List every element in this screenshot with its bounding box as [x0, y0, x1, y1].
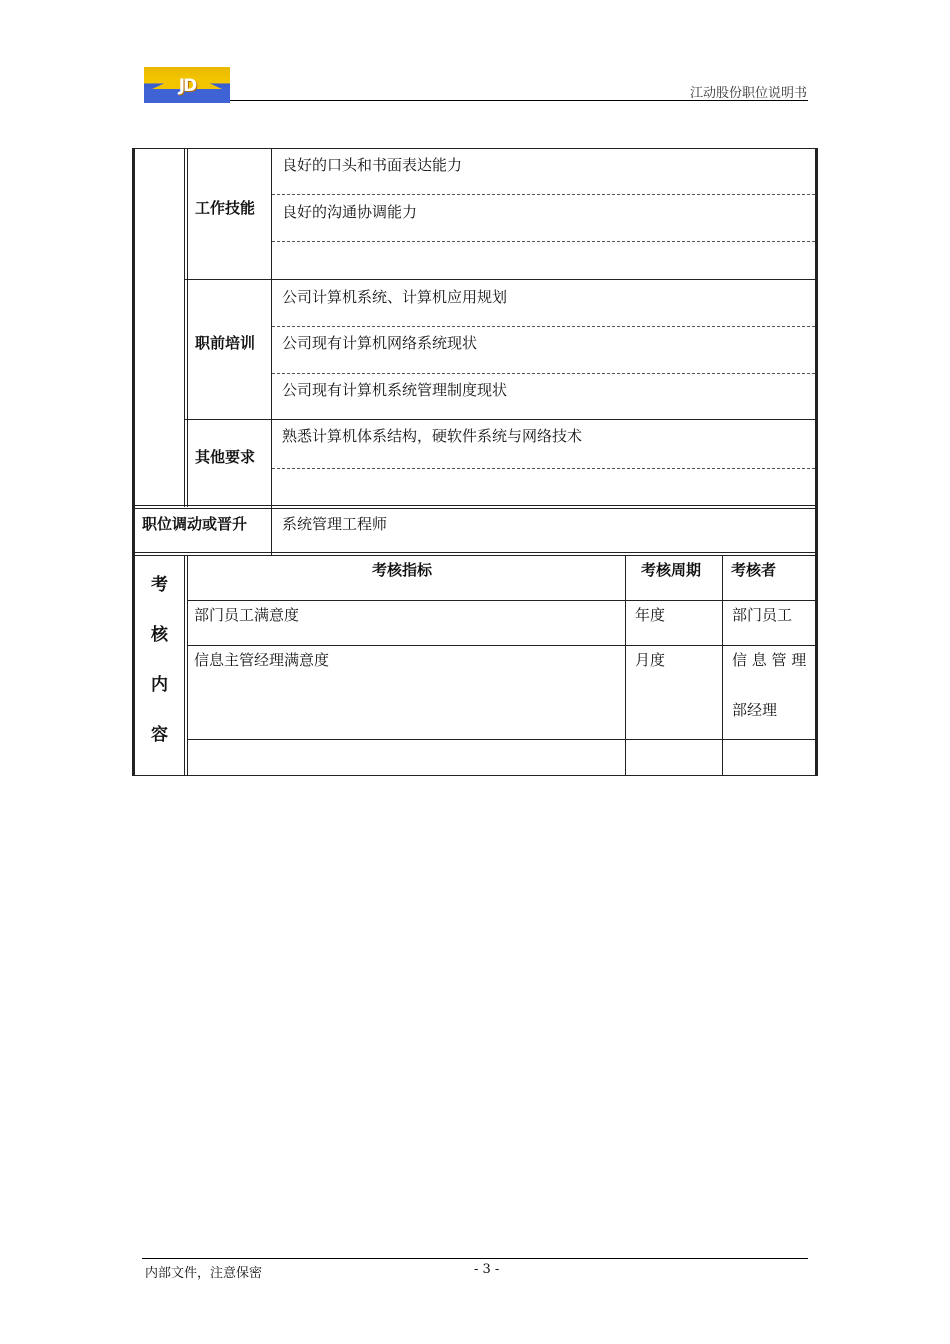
period-cell: 月度 — [635, 651, 666, 669]
assessor-cell: 信 息 管 理 — [732, 651, 807, 669]
assessment-section-char: 核 — [151, 625, 168, 645]
page-number: - 3 - — [474, 1262, 500, 1277]
column-header-indicator: 考核指标 — [372, 561, 433, 579]
promotion-label: 职位调动或晋升 — [142, 515, 248, 533]
other-requirements-label: 其他要求 — [195, 448, 256, 466]
assessor-cell-line2: 部经理 — [732, 701, 778, 719]
job-description-table — [132, 148, 818, 776]
work-skill-item: 良好的口头和书面表达能力 — [282, 156, 463, 174]
indicator-cell: 部门员工满意度 — [194, 606, 300, 624]
training-item: 公司现有计算机网络系统现状 — [282, 334, 478, 352]
document-title: 江动股份职位说明书 — [689, 86, 807, 101]
indicator-cell: 信息主管经理满意度 — [194, 651, 330, 669]
assessor-cell: 部门员工 — [732, 606, 793, 624]
column-header-assessor: 考核者 — [731, 561, 777, 579]
assessment-section-char: 容 — [151, 725, 168, 745]
work-skill-item: 良好的沟通协调能力 — [282, 203, 418, 221]
assessment-section-char: 内 — [151, 675, 168, 695]
assessment-section-char: 考 — [151, 575, 168, 595]
company-logo: JD — [144, 67, 230, 103]
column-header-period: 考核周期 — [641, 561, 702, 579]
confidential-note: 内部文件，注意保密 — [145, 1266, 263, 1281]
other-requirement-item: 熟悉计算机体系结构，硬软件系统与网络技术 — [282, 427, 583, 445]
period-cell: 年度 — [635, 606, 666, 624]
promotion-value: 系统管理工程师 — [282, 515, 388, 533]
training-item: 公司现有计算机系统管理制度现状 — [282, 381, 508, 399]
training-item: 公司计算机系统、计算机应用规划 — [282, 288, 508, 306]
work-skills-label: 工作技能 — [195, 199, 256, 217]
footer-rule — [142, 1258, 808, 1259]
pre-job-training-label: 职前培训 — [195, 334, 256, 352]
